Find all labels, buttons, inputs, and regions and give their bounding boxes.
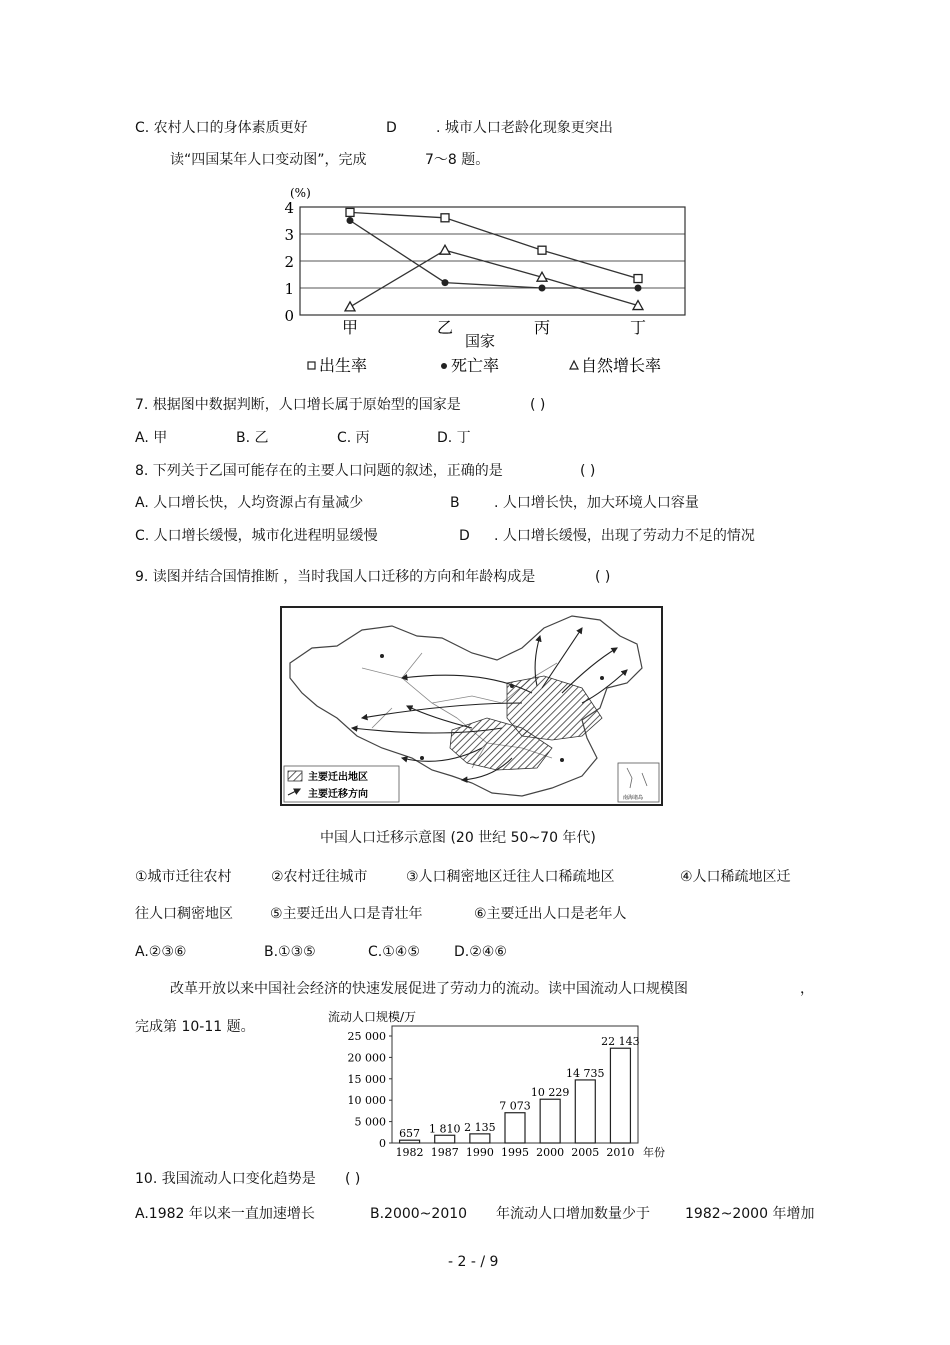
x-tick-label: 1982 xyxy=(395,1146,424,1159)
option-1: ①城市迁往农村 xyxy=(135,869,232,885)
question-8-paren: ( ) xyxy=(580,463,596,479)
bar xyxy=(505,1113,525,1143)
bar-value-label: 7 073 xyxy=(499,1099,531,1113)
q8-option-a[interactable]: A. 人口增长快，人均资源占有量减少 xyxy=(135,495,364,511)
x-tick-label: 甲 xyxy=(341,318,359,337)
y-tick-label: 20 000 xyxy=(347,1051,386,1065)
question-7: 7. 根据图中数据判断，人口增长属于原始型的国家是 xyxy=(135,397,461,413)
intro-q10-11-comma: ， xyxy=(800,981,814,997)
question-9-paren: ( ) xyxy=(595,569,611,585)
bar xyxy=(435,1135,455,1143)
bar xyxy=(470,1134,490,1143)
legend-triangle-marker xyxy=(570,361,578,369)
q8-option-c[interactable]: C. 人口增长缓慢，城市化进程明显缓慢 xyxy=(135,528,378,544)
x-tick-label: 2000 xyxy=(536,1146,565,1159)
death-rate-point xyxy=(539,285,546,292)
birth-rate-point xyxy=(346,208,354,216)
inset-label: 南海诸岛 xyxy=(623,795,644,801)
x-tick-label: 2005 xyxy=(571,1146,600,1159)
question-10: 10. 我国流动人口变化趋势是 xyxy=(135,1171,316,1187)
q9-option-a[interactable]: A.②③⑥ xyxy=(135,944,187,960)
question-9: 9. 读图并结合国情推断 ，当时我国人口迁移的方向和年龄构成是 xyxy=(135,569,536,585)
intro-q7-8: 读“四国某年人口变动图”，完成 xyxy=(170,152,367,168)
q9-option-c[interactable]: C.①④⑤ xyxy=(368,944,420,960)
q8-option-d[interactable]: . 人口增长缓慢，出现了劳动力不足的情况 xyxy=(494,528,755,544)
q7-option-d[interactable]: D. 丁 xyxy=(437,430,471,446)
china-migration-map xyxy=(280,606,663,806)
legend-dot-marker xyxy=(441,363,447,369)
q7-option-b[interactable]: B. 乙 xyxy=(236,430,269,446)
x-tick-label: 丙 xyxy=(533,318,551,337)
y-tick-label: 4 xyxy=(284,199,294,217)
option-4: ④人口稀疏地区迁 xyxy=(680,869,791,885)
bar-value-label: 22 143 xyxy=(601,1035,640,1049)
q9-option-b[interactable]: B.①③⑤ xyxy=(264,944,316,960)
q7-option-c[interactable]: C. 丙 xyxy=(337,430,370,446)
intro-q10-11: 改革开放以来中国社会经济的快速发展促进了劳动力的流动。读中国流动人口规模图 xyxy=(170,981,688,997)
growth-rate-point xyxy=(345,302,355,311)
chart-y-unit: (%) xyxy=(290,186,311,200)
chart-legend xyxy=(308,356,661,375)
y-tick-label: 10 000 xyxy=(347,1094,386,1108)
bar-value-label: 14 735 xyxy=(566,1066,605,1080)
y-tick-label: 1 xyxy=(284,280,294,298)
option-d-letter: D xyxy=(386,120,397,136)
y-tick-label: 15 000 xyxy=(347,1072,386,1086)
bar-chart-title: 流动人口规模/万 xyxy=(328,1010,417,1024)
series-line-triangle xyxy=(350,250,638,307)
birth-rate-point xyxy=(441,214,449,222)
bar xyxy=(610,1048,630,1143)
x-tick-label: 1995 xyxy=(501,1146,529,1159)
birth-rate-point xyxy=(634,275,642,283)
y-tick-label: 2 xyxy=(284,253,294,271)
q9-option-d[interactable]: D.②④⑥ xyxy=(454,944,507,960)
question-10-paren: ( ) xyxy=(345,1171,361,1187)
question-8: 8. 下列关于乙国可能存在的主要人口问题的叙述，正确的是 xyxy=(135,463,503,479)
growth-rate-point xyxy=(440,245,450,254)
q10-option-b-end: 1982~2000 年增加 xyxy=(685,1206,815,1222)
q8-option-d-letter[interactable]: D xyxy=(459,528,470,544)
x-tick-label: 丁 xyxy=(629,318,647,337)
x-tick-label: 乙 xyxy=(436,318,454,337)
chart-gridlines xyxy=(300,234,685,288)
q8-option-b[interactable]: . 人口增长快，加大环境人口容量 xyxy=(494,495,699,511)
bar-value-label: 2 135 xyxy=(464,1120,496,1134)
x-tick-label: 2010 xyxy=(606,1146,635,1159)
death-rate-point xyxy=(347,217,354,224)
page-number: - 2 - / 9 xyxy=(448,1254,499,1270)
legend-hatch-swatch xyxy=(288,771,302,781)
death-rate-point xyxy=(442,279,449,286)
q10-option-b[interactable]: B.2000~2010 xyxy=(370,1206,468,1222)
legend-label: 出生率 xyxy=(319,356,368,375)
q10-option-b-mid: 年流动人口增加数量少于 xyxy=(496,1206,650,1222)
q7-option-a[interactable]: A. 甲 xyxy=(135,430,168,446)
birth-rate-point xyxy=(538,246,546,254)
chart-x-axis-label: 国家 xyxy=(464,332,496,350)
option-5: ⑤主要迁出人口是青壮年 xyxy=(270,906,423,922)
x-tick-label: 1987 xyxy=(430,1146,459,1159)
series-line-dot xyxy=(350,221,638,289)
bar-value-label: 10 229 xyxy=(530,1086,570,1100)
bar xyxy=(400,1140,420,1143)
series-line-square xyxy=(350,212,638,278)
option-d-text: . 城市人口老龄化现象更突出 xyxy=(436,120,613,136)
floating-population-chart xyxy=(320,1008,680,1163)
legend-square-marker xyxy=(308,362,315,369)
y-tick-label: 0 xyxy=(379,1137,386,1150)
option-4-cont: 往人口稠密地区 xyxy=(135,906,233,922)
option-6: ⑥主要迁出人口是老年人 xyxy=(474,906,627,922)
bar-chart-x-axis-label: 年份 xyxy=(643,1146,665,1159)
legend-label: 死亡率 xyxy=(451,356,500,375)
bar xyxy=(540,1099,560,1143)
option-2: ②农村迁往城市 xyxy=(271,869,368,885)
y-tick-label: 25 000 xyxy=(347,1030,386,1043)
intro-q7-8-range: 7～8 题。 xyxy=(425,152,490,168)
option-c-text: C. 农村人口的身体素质更好 xyxy=(135,120,308,136)
bar-value-label: 1 810 xyxy=(428,1122,461,1136)
x-tick-label: 1990 xyxy=(465,1146,494,1159)
intro-q10-11-cont: 完成第 10-11 题。 xyxy=(135,1019,255,1035)
map-caption: 中国人口迁移示意图 (20 世纪 50~70 年代) xyxy=(320,830,596,846)
q10-option-a[interactable]: A.1982 年以来一直加速增长 xyxy=(135,1206,315,1222)
y-tick-label: 0 xyxy=(284,307,294,325)
q8-option-b-letter[interactable]: B xyxy=(450,495,460,511)
y-tick-label: 3 xyxy=(284,226,294,244)
legend-out-region: 主要迁出地区 xyxy=(308,772,368,783)
legend-label: 自然增长率 xyxy=(581,356,662,375)
bar-value-label: 657 xyxy=(399,1127,421,1141)
option-3: ③人口稠密地区迁往人口稀疏地区 xyxy=(406,869,615,885)
bar xyxy=(575,1080,595,1143)
legend-direction: 主要迁移方向 xyxy=(308,789,368,800)
population-change-chart xyxy=(280,180,700,385)
question-7-paren: ( ) xyxy=(530,397,546,413)
death-rate-point xyxy=(635,285,642,292)
y-tick-label: 5 000 xyxy=(354,1115,386,1129)
